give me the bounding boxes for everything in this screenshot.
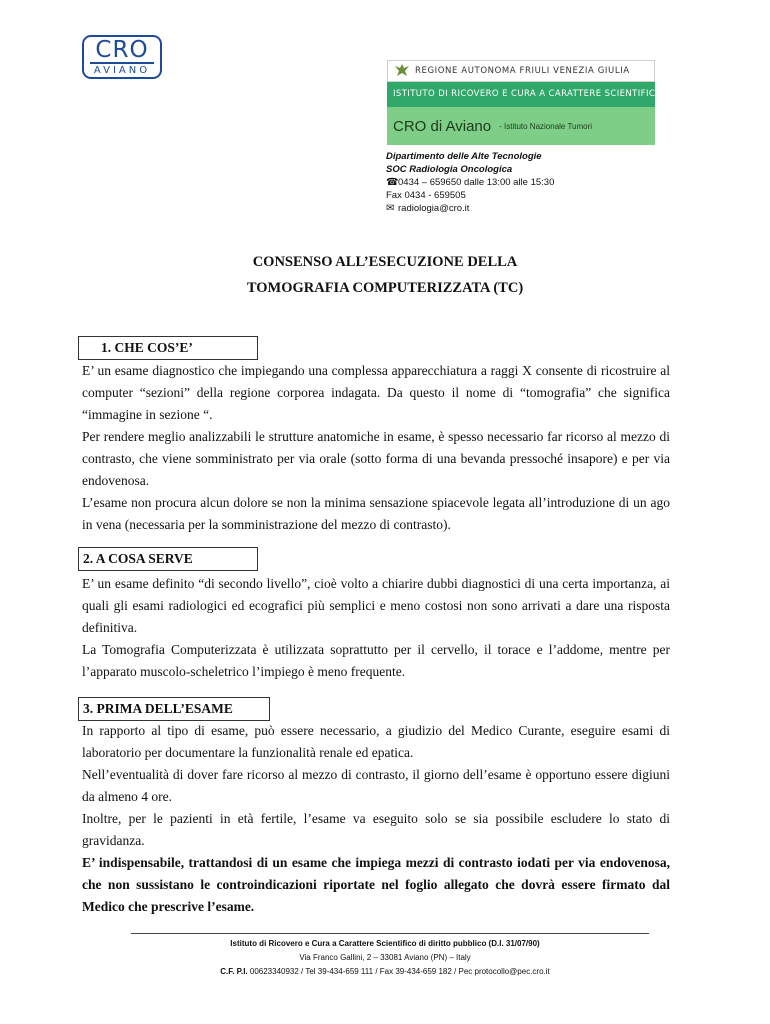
- section-3-paragraph: Inoltre, per le pazienti in età fertile, l’esame va eseguito solo se sia possibile escludere lo stato di gravidanza.: [82, 811, 670, 848]
- eagle-icon: [393, 63, 411, 79]
- footer: [0, 937, 770, 979]
- envelope-icon: ✉: [386, 203, 395, 214]
- document-title: [0, 249, 770, 301]
- footer-contacts-text: 00623340932 / Tel 39-434-659 111 / Fax 39-434-659 182 / Pec protocollo@pec.cro.it: [249, 967, 550, 976]
- section-2-paragraph: La Tomografia Computerizzata è utilizzata soprattutto per il cervello, il torace e l’addome, mentre per l’apparato muscolo-scheletrico l’impiego è meno frequente.: [82, 642, 670, 679]
- section-2-body: [82, 573, 670, 683]
- logo-top-text: CRO: [95, 37, 149, 63]
- department-info: [386, 150, 554, 215]
- unit-name: SOC Radiologia Oncologica: [386, 164, 513, 175]
- region-banner: [387, 60, 663, 145]
- footer-contacts: [0, 965, 770, 979]
- section-1-paragraph: Per rendere meglio analizzabili le strutture anatomiche in esame, è spesso necessario far ricorso al mezzo di contrasto, che viene somministrato per via orale (sotto forma di una bevanda pressoché insapore) e per via endovenosa.: [82, 429, 670, 488]
- section-3-paragraph: Nell’eventualità di dover fare ricorso al mezzo di contrasto, il giorno dell’esame è opportuno essere digiuni da almeno 4 ore.: [82, 767, 670, 804]
- section-3-body: [82, 720, 670, 918]
- banner-name: CRO di Aviano: [393, 117, 492, 135]
- fax-text: Fax 0434 - 659505: [386, 190, 466, 201]
- cro-aviano-logo: [82, 35, 162, 79]
- email-line: [386, 202, 554, 215]
- department-name: Dipartimento delle Alte Tecnologie: [386, 151, 542, 162]
- section-3-heading: 3. PRIMA DELL’ESAME: [78, 697, 270, 721]
- section-1-paragraph: E’ un esame diagnostico che impiegando una complessa apparecchiatura a raggi X consente di ricostruire al computer “sezioni” della regione corporea indagata. Da questo il nome di “tomografia” che significa “immagine in sezione “.: [82, 363, 670, 422]
- banner-institute: ISTITUTO DI RICOVERO E CURA A CARATTERE SCIENTIFICO: [387, 82, 655, 107]
- banner-region-row: [387, 60, 655, 82]
- title-line-2: TOMOGRAFIA COMPUTERIZZATA (TC): [246, 280, 524, 296]
- section-1-body: [82, 360, 670, 536]
- phone-line: [386, 176, 554, 189]
- banner-name-row: [387, 107, 655, 145]
- section-1-paragraph: L’esame non procura alcun dolore se non la minima sensazione spiacevole legata all’introduzione di un ago in vena (necessaria per la somministrazione del mezzo di contrasto).: [82, 495, 670, 532]
- footer-institute: Istituto di Ricovero e Cura a Carattere Scientifico di diritto pubblico (D.I. 31/07/90): [230, 939, 540, 948]
- banner-region: REGIONE AUTONOMA FRIULI VENEZIA GIULIA: [415, 66, 630, 76]
- title-line-1: CONSENSO ALL’ESECUZIONE DELLA: [252, 254, 518, 270]
- banner-subtitle: - Istituto Nazionale Tumori: [499, 121, 593, 131]
- logo-bottom-text: AVIANO: [90, 62, 154, 76]
- section-3-paragraph: In rapporto al tipo di esame, può essere necessario, a giudizio del Medico Curante, eseguire esami di laboratorio per documentare la funzionalità renale ed epatica.: [82, 723, 670, 760]
- phone-text: 0434 – 659650 dalle 13:00 alle 15:30: [398, 177, 555, 188]
- section-1-heading: 1. CHE COS’E’: [78, 336, 258, 360]
- phone-icon: ☎: [386, 177, 399, 188]
- footer-address: Via Franco Gallini, 2 – 33081 Aviano (PN) – Italy: [299, 953, 471, 962]
- footer-divider: [131, 933, 649, 934]
- section-2-heading: 2. A COSA SERVE: [78, 547, 258, 571]
- email-link[interactable]: radiologia@cro.it: [398, 203, 470, 214]
- footer-tax-label: C.F. P.I.: [220, 967, 248, 976]
- section-3-warning: E’ indispensabile, trattandosi di un esame che impiega mezzi di contrasto iodati per via endovenosa, che non sussistano le controindicazioni riportate nel foglio allegato che dovrà essere firmato dal Medico che prescrive l’esame.: [82, 855, 670, 914]
- section-2-paragraph: E’ un esame definito “di secondo livello”, cioè volto a chiarire dubbi diagnostici di una certa importanza, ai quali gli esami radiologici ed ecografici più semplici e meno costosi non sono arrivati a dare una risposta definitiva.: [82, 576, 670, 635]
